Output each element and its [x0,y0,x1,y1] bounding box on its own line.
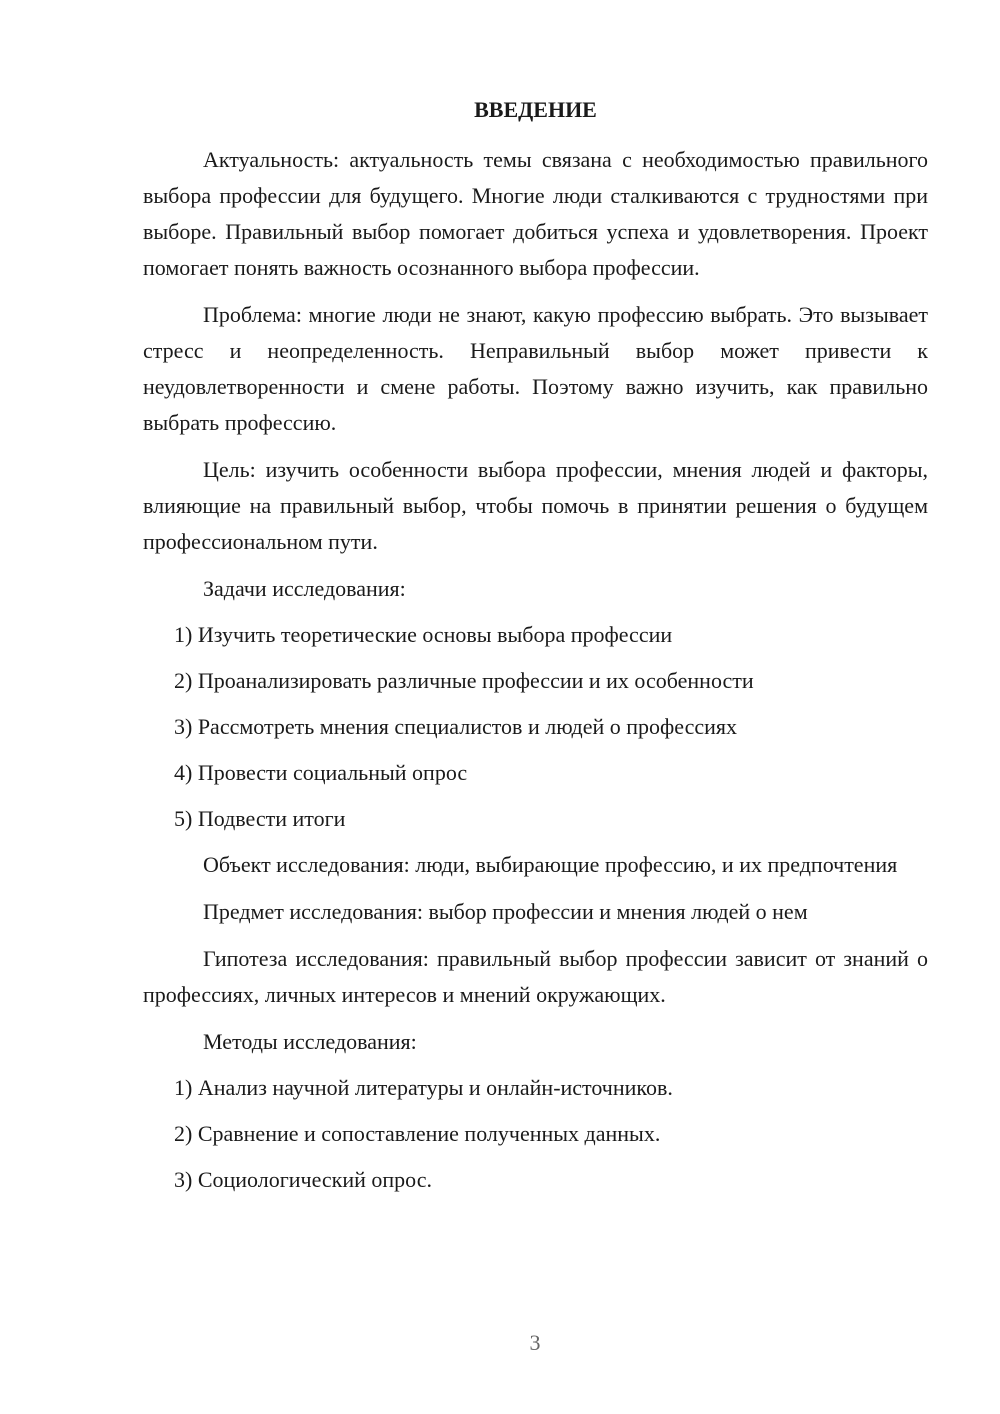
page-title: ВВЕДЕНИЕ [474,97,597,122]
list-item: 5) Подвести итоги [174,806,346,831]
document-page [143,92,928,1208]
methods-heading: Методы исследования: [203,1029,417,1054]
page-number: 3 [529,1330,541,1355]
list-item: 4) Провести социальный опрос [174,760,468,785]
object-paragraph: Объект исследования: люди, выбирающие профессию, и их предпочтения [203,852,898,877]
hypothesis-paragraph: Гипотеза исследования: правильный выбор профессии зависит от знаний о профессиях, личных интересов и мнений окружающих. [143,946,928,1007]
list-item: 2) Сравнение и сопоставление полученных данных. [174,1121,661,1146]
list-item: 1) Анализ научной литературы и онлайн-источников. [174,1075,673,1100]
methods-list [143,1070,928,1198]
goal-paragraph: Цель: изучить особенности выбора профессии, мнения людей и факторы, влияющие на правильный выбор, чтобы помочь в принятии решения о будущем профессиональном пути. [143,457,928,554]
relevance-paragraph: Актуальность: актуальность темы связана с необходимостью правильного выбора профессии для будущего. Многие люди сталкиваются с трудностями при выборе. Правильный выбор помогает добиться успеха и удовлетворения. Проект помогает понять важность осознанного выбора профессии. [143,147,928,280]
list-item: 3) Социологический опрос. [174,1167,432,1192]
tasks-heading: Задачи исследования: [203,576,406,601]
list-item: 3) Рассмотреть мнения специалистов и людей о профессиях [174,714,738,739]
tasks-list [143,617,928,837]
list-item: 2) Проанализировать различные профессии и их особенности [174,668,754,693]
problem-paragraph: Проблема: многие люди не знают, какую профессию выбрать. Это вызывает стресс и неопределенность. Неправильный выбор может привести к неудовлетворенности и смене работы. Поэтому важно изучить, как правильно выбрать профессию. [143,302,928,435]
list-item: 1) Изучить теоретические основы выбора профессии [174,622,673,647]
subject-paragraph: Предмет исследования: выбор профессии и мнения людей о нем [203,899,808,924]
